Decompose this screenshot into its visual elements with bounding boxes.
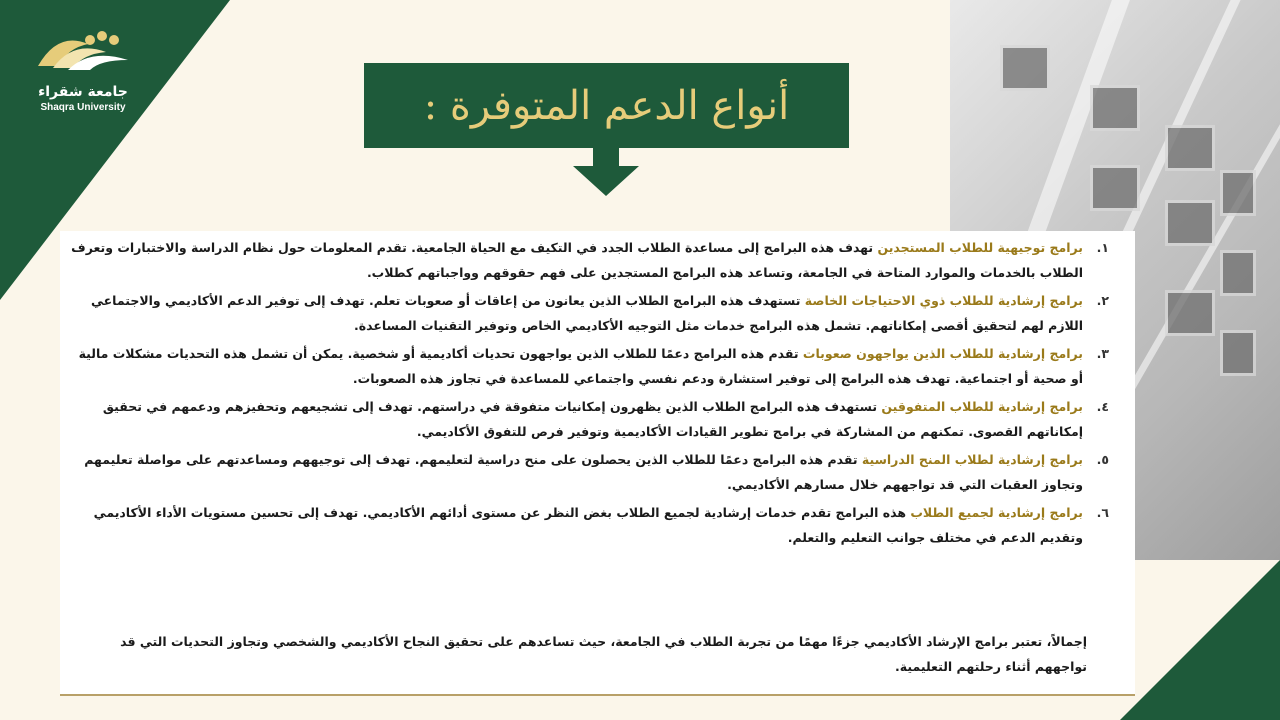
title-banner xyxy=(364,63,849,148)
item-heading: برامج إرشادية لطلاب المنح الدراسية xyxy=(857,452,1083,467)
item-number: ٢. xyxy=(1096,293,1109,308)
item-heading: برامج توجيهية للطلاب المستجدين xyxy=(873,240,1083,255)
item-text: تستهدف هذه البرامج الطلاب الذين يظهرون إمكانيات متفوقة في دراستهم. تهدف إلى تشجيعهم وتحفيزهم ودعمهم في تحقيق إمكاناتهم القصوى. تمكنهم من المشاركة في برامج تطوير القيادات الأكاديمية وتوفير فرص للتفوق الأكاديمي. xyxy=(102,399,1083,439)
item-number: ٥. xyxy=(1096,452,1109,467)
list-item xyxy=(69,235,1109,285)
green-corner-bottom-right xyxy=(1120,560,1280,720)
item-heading: برامج إرشادية لجميع الطلاب xyxy=(906,505,1083,520)
item-text: تقدم هذه البرامج دعمًا للطلاب الذين يواجهون تحديات أكاديمية أو شخصية. يمكن أن تشمل هذه التحديات مشكلات مالية أو صحية أو اجتماعية. تهدف هذه البرامج إلى توفير استشارة ودعم نفسي واجتماعي للمساعدة في تجاوز هذه الصعوبات. xyxy=(78,346,1083,386)
list-item xyxy=(69,447,1109,497)
page-title: أنواع الدعم المتوفرة : xyxy=(423,82,790,129)
item-number: ٦. xyxy=(1096,505,1109,520)
item-heading: برامج إرشادية للطلاب الذين يواجهون صعوبات xyxy=(798,346,1083,361)
item-heading: برامج إرشادية للطلاب ذوي الاحتياجات الخاصة xyxy=(800,293,1083,308)
item-text: تقدم هذه البرامج دعمًا للطلاب الذين يحصلون على منح دراسية لتعليمهم. تهدف إلى توجيههم ومساعدتهم على مواصلة تعليمهم وتجاوز العقبات التي قد تواجههم خلال مسارهم الأكاديمي. xyxy=(84,452,1083,492)
arrow-down-icon xyxy=(573,148,639,196)
list-item xyxy=(69,394,1109,444)
list-item xyxy=(69,500,1109,550)
logo-emblem-icon xyxy=(28,26,138,84)
summary-paragraph: إجمالاً، تعتبر برامج الإرشاد الأكاديمي جزءًا مهمًا من تجربة الطلاب في الجامعة، حيث تساعدهم على تحقيق النجاح الأكاديمي والشخصي وتجاوز التحديات التي قد تواجههم أثناء رحلتهم التعليمية. xyxy=(120,634,1087,674)
item-text: هذه البرامج تقدم خدمات إرشادية لجميع الطلاب بغض النظر عن مستوى أدائهم الأكاديمي. تهدف إلى تحسين مستويات الأداء الأكاديمي وتقديم الدعم في مختلف جوانب التعليم والتعلم. xyxy=(93,505,1083,545)
logo-arabic-name: جامعة شقراء xyxy=(38,84,128,100)
item-heading: برامج إرشادية للطلاب المتفوقين xyxy=(877,399,1083,414)
item-number: ٤. xyxy=(1096,399,1109,414)
item-number: ١. xyxy=(1096,240,1109,255)
item-text: تهدف هذه البرامج إلى مساعدة الطلاب الجدد في التكيف مع الحياة الجامعية. تقدم المعلومات حول نظام الدراسة والاختبارات وتعرف الطلاب بالخدمات والموارد المتاحة في الجامعة، وتساعد هذه البرامج المستجدين على فهم حقوقهم وواجباتهم كطلاب. xyxy=(71,240,1083,280)
list-item xyxy=(69,341,1109,391)
item-number: ٣. xyxy=(1096,346,1109,361)
support-types-list xyxy=(69,235,1109,553)
content-panel xyxy=(60,231,1135,696)
logo-english-name: Shaqra University xyxy=(40,102,126,113)
university-logo xyxy=(28,26,138,116)
item-text: تستهدف هذه البرامج الطلاب الذين يعانون من إعاقات أو صعوبات تعلم. تهدف إلى توفير الدعم الأكاديمي والاجتماعي اللازم لهم لتحقيق أقصى إمكاناتهم. تشمل هذه البرامج خدمات مثل التوجيه الأكاديمي الخاص وتوفير التقنيات المساعدة. xyxy=(90,293,1083,333)
list-item xyxy=(69,288,1109,338)
